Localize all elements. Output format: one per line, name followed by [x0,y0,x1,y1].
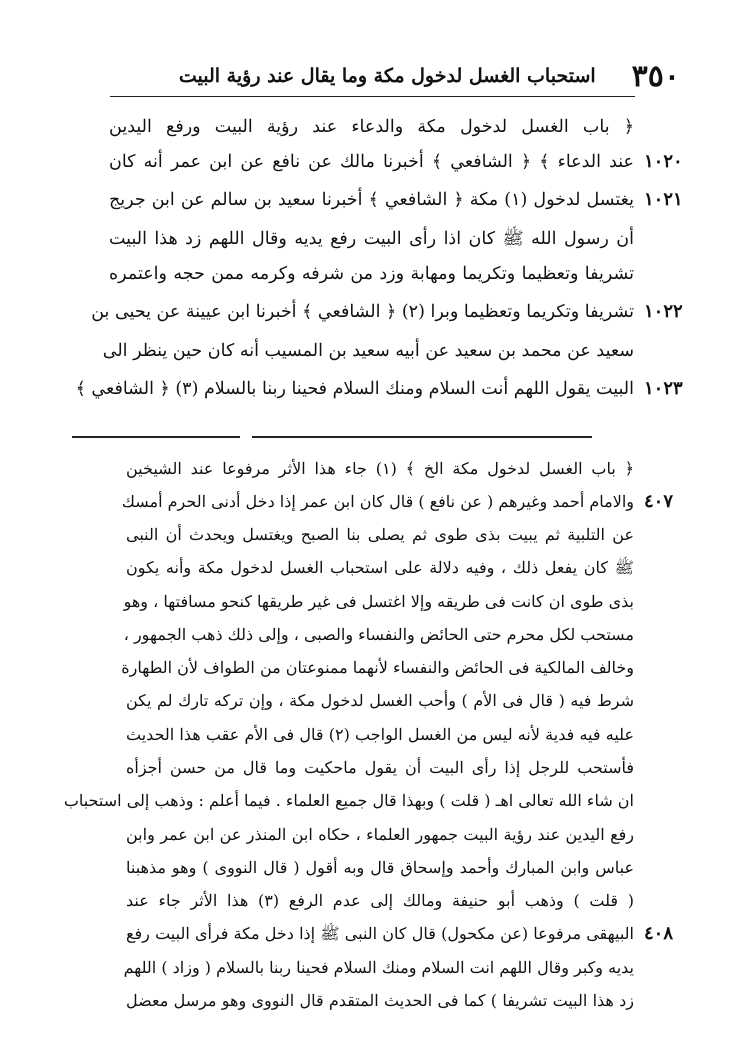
line-number: ١٠٢٢ [644,301,683,322]
note-line: رفع اليدين عند رؤية البيت جمهور العلماء ، حكاه ابن المنذر عن ابن عمر وابن [126,825,634,844]
note-line: شرط فيه ( قال فى الأم ) وأحب الغسل لدخول مكة ، وإن تركه تارك لم يكن [126,691,634,710]
footnote-rule-long [252,436,592,438]
main-line: ﴿ باب الغسل لدخول مكة والدعاء عند رؤية البيت ورفع اليدين [109,117,634,137]
page-header [80,56,680,96]
page-number: ٣٥٠ [631,58,680,94]
note-line: ( قلت ) وذهب أبو حنيفة ومالك إلى عدم الرفع (٣) هذا الأثر جاء عند [126,891,634,910]
note-line: عباس وابن المبارك وأحمد وإسحاق قال وبه أقول ( قال النووى ) وهو مذهبنا [126,858,634,877]
note-line: وخالف المالكية فى الحائض والنفساء لأنهما ممنوعتان من الطواف لأن الطهارة [121,658,634,677]
footnote-rule-short [72,436,240,438]
line-number: ٤٠٨ [644,923,674,944]
note-line: فأستحب للرجل إذا رأى البيت أن يقول ماحكيت وما قال من حسن أجزأه [126,758,634,777]
note-line: بذى طوى ان كانت فى طريقه وإلا اغتسل فى غير طريقها كنحو مسافتها ، وهو [123,592,634,611]
running-title: استحباب الغسل لدخول مكة وما يقال عند رؤية البيت [178,65,596,87]
note-line: عن التلبية ثم يبيت بذى طوى ثم يصلى بنا الصبح ويغتسل ويحدث أن النبى [126,525,634,544]
note-line: والامام أحمد وغيرهم ( عن نافع ) قال كان ابن عمر إذا دخل أدنى الحرم أمسك [121,492,634,511]
line-number: ١٠٢١ [644,189,683,210]
main-line: البيت يقول اللهم أنت السلام ومنك السلام فحينا ربنا بالسلام (٣) ﴿ الشافعي ﴾ [75,379,634,399]
note-line: زد هذا البيت تشريفا ) كما فى الحديث المتقدم قال النووى وهو مرسل معضل [126,991,634,1010]
line-number: ١٠٢٣ [644,378,683,399]
main-line: يغتسل لدخول (١) مكة ﴿ الشافعي ﴾ أخبرنا سعيد بن سالم عن ابن جريج [109,190,634,210]
note-line: ﴿ باب الغسل لدخول مكة الخ ﴾ (١) جاء هذا الأثر مرفوعا عند الشيخين [126,459,634,478]
main-line: سعيد عن محمد بن سعيد عن أبيه سعيد بن المسيب أنه كان حين ينظر الى [102,341,634,361]
line-number: ٤٠٧ [644,491,674,512]
note-line: ﷺ كان يفعل ذلك ، وفيه دلالة على استحباب الغسل لدخول مكة وأنه يكون [126,558,634,577]
note-line: ان شاء الله تعالى اهـ ( قلت ) وبهذا قال جميع العلماء . فيما أعلم : وذهب إلى استحباب [63,791,634,810]
main-line: عند الدعاء ﴾ ﴿ الشافعي ﴾ أخبرنا مالك عن نافع عن ابن عمر أنه كان [109,152,634,172]
note-line: البيهقى مرفوعا (عن مكحول) قال كان النبى ﷺ إذا دخل مكة فرأى البيت رفع [126,924,634,943]
line-number: ١٠٢٠ [644,151,683,172]
note-line: مستحب لكل محرم حتى الحائض والنفساء والصبى ، وإلى ذلك ذهب الجمهور ، [123,625,634,644]
main-line: أن رسول الله ﷺ كان اذا رأى البيت رفع يديه وقال اللهم زد هذا البيت [109,229,634,249]
note-line: يديه وكبر وقال اللهم انت السلام ومنك السلام فحينا ربنا بالسلام ( وزاد ) اللهم [123,958,634,977]
main-line: تشريفا وتكريما وتعظيما وبرا (٢) ﴿ الشافعي ﴾ أخبرنا ابن عيينة عن يحيى بن [91,302,634,322]
note-line: عليه فيه فدية لأنه ليس من الغسل الواجب (٢) قال فى الأم عقب هذا الحديث [126,725,634,744]
header-rule [110,96,635,97]
main-line: تشريفا وتعظيما وتكريما ومهابة وزد من شرفه وكرمه ممن حجه واعتمره [109,264,634,284]
